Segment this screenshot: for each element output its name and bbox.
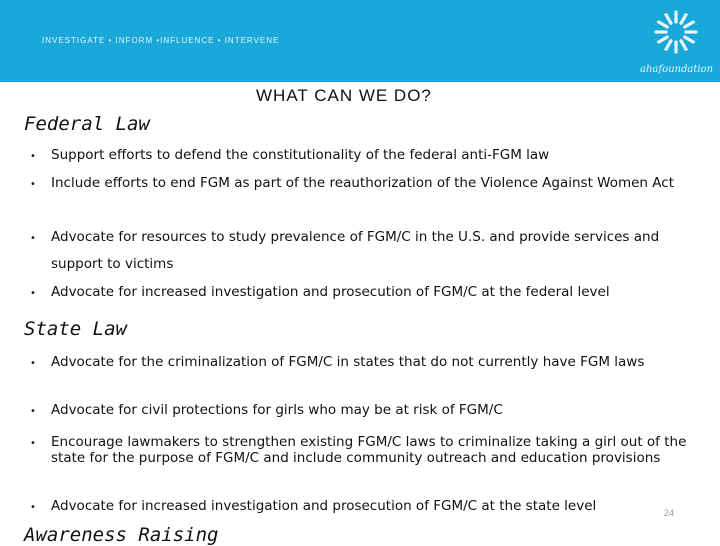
bullet: • [30,358,36,369]
header-banner [0,0,720,82]
bullet: • [30,151,36,162]
page-number: 24 [664,508,675,518]
logo-text: ahafoundation [640,64,714,75]
sunburst-logo-icon [646,2,706,62]
tagline: INVESTIGATE • INFORM •INFLUENCE • INTERVENE [42,36,280,45]
slide-title: WHAT CAN WE DO? [256,86,432,105]
list-item-text: Advocate for the criminalization of FGM/C in states that do not currently have FGM laws [51,354,645,370]
list-item-text: Advocate for increased investigation and prosecution of FGM/C at the federal level [51,284,610,300]
list-item-text: Advocate for civil protections for girls who may be at risk of FGM/C [51,402,503,418]
list-item-text: Advocate for increased investigation and prosecution of FGM/C at the state level [51,498,597,514]
section-heading-state: State Law [24,318,127,340]
bullet: • [30,438,36,449]
list-item-text: Encourage lawmakers to strengthen existing FGM/C laws to criminalize taking a girl out of the state for the purpose of FGM/C and include community outreach and education provisions [51,434,687,466]
section-heading-awareness: Awareness Raising [24,524,219,546]
list-item-text: Support efforts to defend the constitutionality of the federal anti-FGM law [51,147,550,163]
bullet: • [30,179,36,190]
list-item-text: Include efforts to end FGM as part of the reauthorization of the Violence Against Women Act [51,175,674,191]
bullet: • [30,406,36,417]
list-item-text: Advocate for resources to study prevalence of FGM/C in the U.S. and provide services and support to victims [51,229,660,272]
bullet: • [30,502,36,513]
section-heading-federal: Federal Law [24,113,150,135]
bullet: • [30,288,36,299]
bullet: • [30,233,36,244]
